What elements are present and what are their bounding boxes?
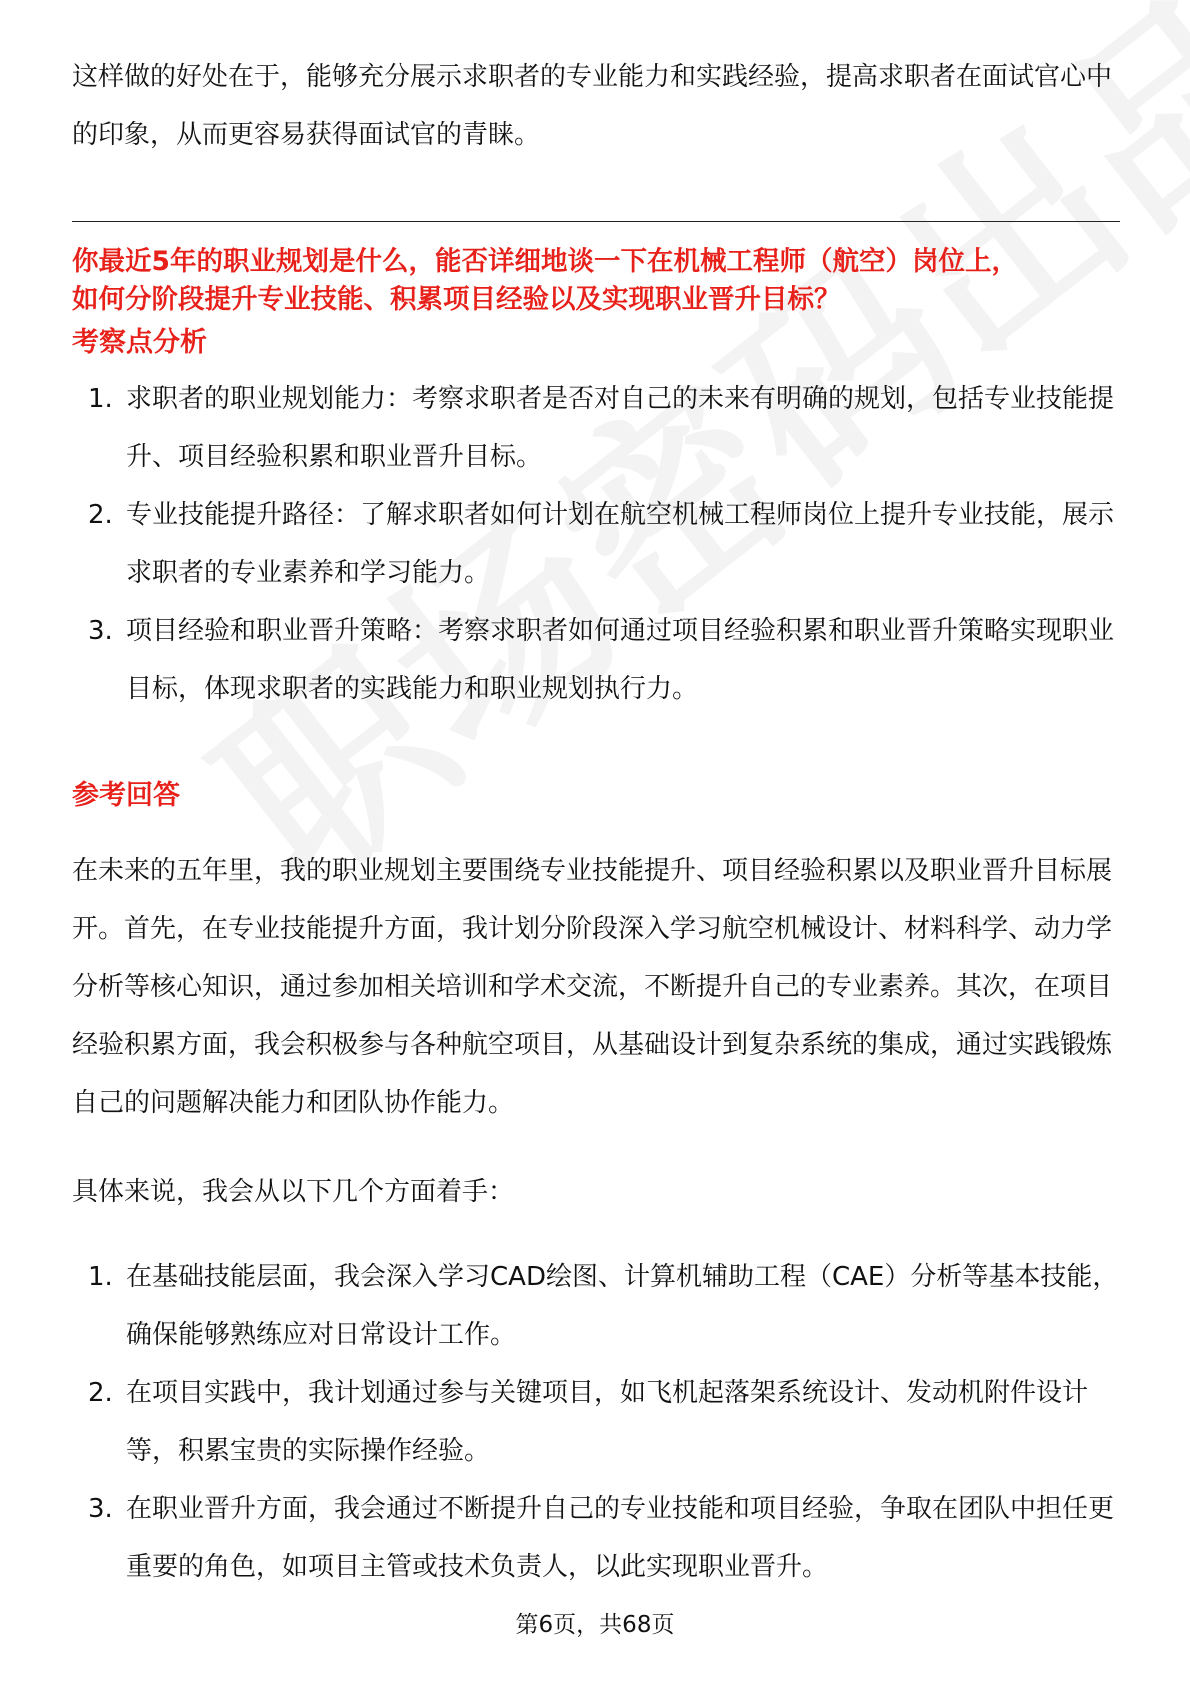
- section-divider: [72, 221, 1120, 222]
- list-item-text: 在项目实践中，我计划通过参与关键项目，如飞机起落架系统设计、发动机附件设计等，积累宝贵的实际操作经验。: [126, 1378, 1089, 1466]
- list-item-number: 1.: [88, 384, 113, 414]
- list-item-text: 专业技能提升路径：了解求职者如何计划在航空机械工程师岗位上提升专业技能，展示求职者的专业素养和学习能力。: [126, 500, 1115, 588]
- list-item: [72, 1364, 1120, 1480]
- list-item-text: 在基础技能层面，我会深入学习CAD绘图、计算机辅助工程（CAE）分析等基本技能，确保能够熟练应对日常设计工作。: [126, 1262, 1119, 1350]
- analysis-title: 考察点分析: [72, 327, 207, 358]
- question-line-2: 如何分阶段提升专业技能、积累项目经验以及实现职业晋升目标？: [72, 284, 841, 315]
- answer-list: [72, 1248, 1120, 1596]
- list-item: [72, 370, 1120, 486]
- list-item-number: 1.: [88, 1262, 113, 1292]
- list-item: [72, 602, 1120, 718]
- list-item-number: 3.: [88, 1494, 113, 1524]
- question-line-1: 你最近5年的职业规划是什么，能否详细地谈一下在机械工程师（航空）岗位上，: [72, 246, 1018, 277]
- answer-title: 参考回答: [72, 780, 180, 811]
- list-item-text: 求职者的职业规划能力：考察求职者是否对自己的未来有明确的规划，包括专业技能提升、项目经验积累和职业晋升目标。: [126, 384, 1115, 472]
- list-item: [72, 1480, 1120, 1596]
- list-item-number: 3.: [88, 616, 113, 646]
- list-item: [72, 1248, 1120, 1364]
- answer-intro-line: 具体来说，我会从以下几个方面着手：: [72, 1177, 515, 1207]
- intro-paragraph: 这样做的好处在于，能够充分展示求职者的专业能力和实践经验，提高求职者在面试官心中的印象，从而更容易获得面试官的青睐。: [72, 62, 1113, 150]
- answer-paragraph: 在未来的五年里，我的职业规划主要围绕专业技能提升、项目经验积累以及职业晋升目标展开。首先，在专业技能提升方面，我计划分阶段深入学习航空机械设计、材料科学、动力学分析等核心知识，通过参加相关培训和学术交流，不断提升自己的专业素养。其次，在项目经验积累方面，我会积极参与各种航空项目，从基础设计到复杂系统的集成，通过实践锻炼自己的问题解决能力和团队协作能力。: [72, 856, 1113, 1118]
- list-item-number: 2.: [88, 500, 113, 530]
- list-item-text: 在职业晋升方面，我会通过不断提升自己的专业技能和项目经验，争取在团队中担任更重要的角色，如项目主管或技术负责人，以此实现职业晋升。: [126, 1494, 1115, 1582]
- list-item-number: 2.: [88, 1378, 113, 1408]
- page-number-footer: 第6页，共68页: [515, 1612, 675, 1638]
- question-heading: [72, 243, 1122, 319]
- list-item-text: 项目经验和职业晋升策略：考察求职者如何通过项目经验积累和职业晋升策略实现职业目标，体现求职者的实践能力和职业规划执行力。: [126, 616, 1115, 704]
- list-item: [72, 486, 1120, 602]
- analysis-list: [72, 370, 1120, 718]
